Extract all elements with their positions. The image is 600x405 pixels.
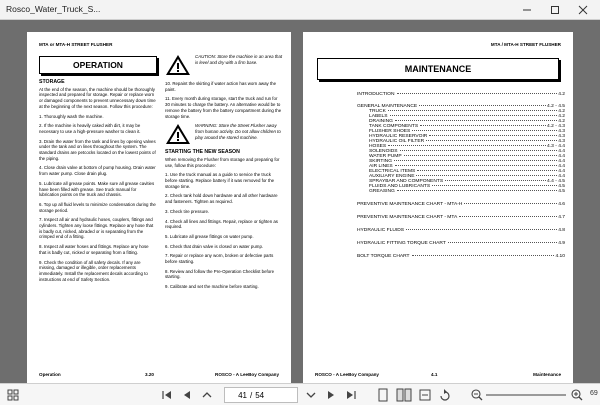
previous-page-button[interactable] bbox=[180, 387, 194, 403]
fit-page-icon bbox=[418, 387, 432, 403]
footer-page-number: 4.1 bbox=[431, 372, 438, 377]
step-paragraph: 4. Check all lines and fittings. Repair, replace or tighten as required. bbox=[165, 218, 278, 230]
step-paragraph: 1. Use the truck manual as a guide to service the truck before starting. Replace battery if it was removed for the storage time. bbox=[165, 172, 275, 189]
new-season-intro: When removing the Flusher from storage and preparing for use, follow this procedure: bbox=[165, 156, 280, 168]
step-paragraph: 10. Repaint the skirting if water action has worn away the paint. bbox=[165, 81, 277, 92]
single-page-icon bbox=[376, 387, 390, 403]
toc-label: LABELS bbox=[369, 114, 388, 119]
chevron-down-icon bbox=[304, 387, 318, 403]
toc-leader bbox=[429, 135, 557, 136]
toc-page: 4.3 bbox=[558, 134, 565, 139]
title-bar bbox=[0, 0, 600, 20]
toc-leader bbox=[417, 170, 557, 171]
minimize-button[interactable] bbox=[514, 0, 540, 20]
storage-heading: STORAGE bbox=[39, 79, 65, 85]
step-paragraph: 4. Close drain valve at bottom of pump housing. Drain water from water pump. Close drain plug. bbox=[39, 165, 156, 177]
step-paragraph: 6. Top up all fluid levels to minimize condensation during the storage period. bbox=[39, 201, 156, 213]
zoom-in-icon bbox=[570, 387, 584, 403]
step-paragraph: 9. Calibrate and set the machine before starting. bbox=[165, 284, 259, 290]
first-page-icon bbox=[160, 387, 174, 403]
storage-steps-continued bbox=[165, 81, 283, 119]
warning-notice bbox=[165, 123, 283, 145]
toc-leader bbox=[416, 175, 557, 176]
toc-label: HYDRAULIC RESERVOIR bbox=[369, 134, 428, 139]
toc-label: TANK COMPONENTS bbox=[369, 124, 419, 129]
footer-right: ROSCO - A LeeBoy Company bbox=[215, 372, 279, 377]
toc-label: PREVENTIVE MAINTENANCE CHART - MTA-H bbox=[357, 202, 463, 207]
toc-page: 4.2 - 4.5 bbox=[547, 104, 565, 109]
toc-label: SOLENOIDS bbox=[369, 149, 398, 154]
toc-leader bbox=[388, 110, 557, 111]
footer-left: Operation bbox=[39, 372, 61, 377]
toc-label: HYDRAULIC FITTING TORQUE CHART bbox=[357, 241, 446, 246]
fit-page-button[interactable] bbox=[418, 387, 432, 403]
caution-icon bbox=[165, 54, 191, 76]
table-of-contents bbox=[357, 92, 565, 259]
toc-leader bbox=[448, 242, 557, 243]
toc-label: FLUSHER SHOES bbox=[369, 129, 411, 134]
window-title: Rosco_Water_Truck_S... bbox=[6, 4, 101, 14]
toc-entry[interactable] bbox=[357, 202, 565, 207]
next-page-button[interactable] bbox=[324, 387, 338, 403]
step-paragraph: 2. If the machine is heavily caked with dirt, it may be necessary to use a high-pressure washer to clean it. bbox=[39, 123, 141, 134]
toc-page: 4.4 bbox=[558, 174, 565, 179]
toc-page: 4.4 bbox=[558, 154, 565, 159]
caution-notice bbox=[165, 54, 283, 76]
toc-label: DRAINING bbox=[369, 119, 393, 124]
toc-leader bbox=[419, 105, 546, 106]
single-page-view-button[interactable] bbox=[376, 387, 390, 403]
previous-page-icon bbox=[180, 387, 194, 403]
toc-leader bbox=[459, 216, 557, 217]
toc-page: 4.2 bbox=[558, 119, 565, 124]
toc-page: 4.5 bbox=[558, 184, 565, 189]
column-left bbox=[39, 80, 157, 286]
toc-label: HYDRAULIC OIL FILTER bbox=[369, 139, 425, 144]
rotate-button[interactable] bbox=[438, 387, 452, 403]
next-page-icon bbox=[324, 387, 338, 403]
toc-page: 4.8 bbox=[558, 228, 565, 233]
toc-page: 4.4 bbox=[558, 149, 565, 154]
step-paragraph: 11. Every month during storage, start the truck and run for 30 minutes to charge the battery. An alternative would be to remove the battery from the battery compartment during the storage time. bbox=[165, 96, 282, 119]
step-paragraph: 3. Drain the water from the tank and lines by opening valves under the tank and on lines throughout the system. The standard drains are petcocks located on the lowest points of the piping. bbox=[39, 138, 156, 161]
toc-entry[interactable] bbox=[357, 241, 565, 246]
step-paragraph: 3. Check tire pressure. bbox=[165, 208, 210, 214]
scroll-up-button[interactable] bbox=[200, 387, 214, 403]
zoom-in-button[interactable] bbox=[570, 387, 584, 403]
toc-label: INTRODUCTION bbox=[357, 92, 395, 97]
storage-intro: At the end of the season, the machine should be thoroughly inspected and prepared for storage. Repair or replace worn or damaged components to prevent unnecessary down time at the beginning of the next season. Follow this procedure: bbox=[39, 86, 156, 109]
toc-label: SKIRTING bbox=[369, 159, 393, 164]
toc-leader bbox=[404, 155, 558, 156]
section-title: OPERATION bbox=[39, 56, 157, 74]
page-separator: / bbox=[250, 390, 253, 400]
toc-leader bbox=[426, 140, 557, 141]
footer-right: Maintenance bbox=[533, 372, 561, 377]
toc-label: SPRAYBAR AND COMPONENTS bbox=[369, 179, 444, 184]
viewer-toolbar bbox=[0, 383, 600, 405]
toc-label: HOSES bbox=[369, 144, 387, 149]
toc-leader bbox=[406, 229, 557, 230]
step-paragraph: 5. Lubricate all grease points. Make sure all grease cavities have been filled with grease. See truck manual for lubrication points on the truck and chassis. bbox=[39, 180, 155, 198]
storage-steps bbox=[39, 114, 157, 283]
toc-label: FLUIDS AND LUBRICANTS bbox=[369, 184, 431, 189]
toc-leader bbox=[395, 165, 558, 166]
toc-leader bbox=[412, 130, 557, 131]
close-button[interactable] bbox=[570, 0, 596, 20]
minimize-icon bbox=[522, 5, 532, 15]
rotate-icon bbox=[438, 387, 452, 403]
page-maintenance bbox=[303, 32, 573, 383]
footer-page-number: 3.20 bbox=[145, 372, 154, 377]
grid-icon bbox=[6, 387, 20, 403]
toc-leader bbox=[397, 93, 558, 94]
grid-view-button[interactable] bbox=[6, 387, 20, 403]
toc-leader bbox=[395, 120, 557, 121]
step-paragraph: 1. Thoroughly wash the machine. bbox=[39, 113, 104, 119]
toc-label: WATER PUMP bbox=[369, 154, 402, 159]
step-paragraph: 7. Repair or replace any worn, broken or defective parts before starting. bbox=[165, 253, 274, 265]
toc-page: 4.4 bbox=[558, 169, 565, 174]
maximize-button[interactable] bbox=[542, 0, 568, 20]
toc-page: 4.2 bbox=[558, 92, 565, 97]
document-viewport[interactable] bbox=[0, 20, 600, 383]
toc-leader bbox=[397, 190, 557, 191]
double-page-view-button[interactable] bbox=[396, 387, 412, 403]
toc-page: 4.10 bbox=[555, 254, 565, 259]
column-right bbox=[165, 54, 283, 294]
toc-entry[interactable] bbox=[357, 215, 565, 220]
toc-leader bbox=[412, 255, 555, 256]
toc-entry[interactable] bbox=[357, 189, 565, 194]
step-paragraph: 8. Inspect all water hoses and fittings. Replace any hose that is badly cut, nicked or separating from a fitting. bbox=[39, 244, 149, 255]
maximize-icon bbox=[550, 5, 560, 15]
toc-leader bbox=[432, 185, 557, 186]
running-head: MTA or MTA-H STREET FLUSHER bbox=[39, 42, 113, 47]
caution-text: CAUTION: Store the machine in an area that is level and dry with a firm base. bbox=[195, 54, 283, 65]
zoom-out-button[interactable] bbox=[470, 387, 484, 403]
toc-entry[interactable] bbox=[357, 254, 565, 259]
double-page-icon bbox=[396, 387, 412, 403]
toc-page: 4.3 - 4.4 bbox=[547, 144, 565, 149]
step-paragraph: 2. Check tank hold down hardware and all other hardware and fasteners. Tighten as required. bbox=[165, 193, 278, 205]
toc-page: 4.2 - 4.3 bbox=[547, 124, 565, 129]
toc-label: TRUCK bbox=[369, 109, 386, 114]
toc-page: 4.2 bbox=[558, 109, 565, 114]
toc-leader bbox=[390, 115, 558, 116]
toc-page: 4.4 bbox=[558, 164, 565, 169]
scroll-down-button[interactable] bbox=[304, 387, 318, 403]
toc-leader bbox=[445, 180, 546, 181]
close-icon bbox=[578, 5, 588, 15]
toc-page: 4.2 bbox=[558, 114, 565, 119]
toc-page: 4.3 bbox=[558, 139, 565, 144]
warning-text: WARNING: Store the Street Flusher away from human activity. Do not allow children to play around the stored machine. bbox=[195, 123, 281, 140]
new-season-steps bbox=[165, 172, 283, 290]
toc-label: GENERAL MAINTENANCE bbox=[357, 104, 418, 109]
toc-page: 4.6 bbox=[558, 202, 565, 207]
step-paragraph: 6. Check that drain valve is closed on water pump. bbox=[165, 243, 264, 249]
toc-entry[interactable] bbox=[357, 92, 565, 97]
zoom-level: 69 bbox=[590, 390, 598, 397]
first-page-button[interactable] bbox=[160, 387, 174, 403]
toc-label: GREASING bbox=[369, 189, 395, 194]
toc-leader bbox=[420, 125, 546, 126]
toc-page: 4.3 bbox=[558, 129, 565, 134]
toc-page: 4.9 bbox=[558, 241, 565, 246]
toc-page: 4.4 bbox=[558, 159, 565, 164]
toc-leader bbox=[388, 145, 546, 146]
page-operation bbox=[27, 32, 291, 383]
warning-icon bbox=[165, 123, 191, 145]
page-indicator[interactable] bbox=[224, 387, 298, 403]
toc-leader bbox=[464, 203, 557, 204]
toc-label: ELECTRICAL ITEMS bbox=[369, 169, 416, 174]
step-paragraph: 7. Inspect all air and hydraulic hoses, couplers, fittings and cylinders. Tighten any loose fittings. Replace any hose that is badly cut, nicked, abraded or is separating from the crimped end of a fitting. bbox=[39, 217, 154, 240]
step-paragraph: 8. Review and follow the Pre-Operation Checklist before starting. bbox=[165, 268, 275, 280]
toc-leader bbox=[394, 160, 557, 161]
section-title: MAINTENANCE bbox=[317, 58, 559, 80]
last-page-icon bbox=[344, 387, 358, 403]
new-season-heading: STARTING THE NEW SEASON bbox=[165, 149, 240, 156]
toc-label: HYDRAULIC FLUIDS bbox=[357, 228, 405, 233]
total-pages: 54 bbox=[255, 390, 265, 400]
toc-label: BOLT TORQUE CHART bbox=[357, 254, 410, 259]
chevron-up-icon bbox=[200, 387, 214, 403]
step-paragraph: 9. Check the condition of all safety decals. If any are missing, damaged or illegible, order replacements immediately. Install the replacement decals according to instructions at end of Safety Section. bbox=[39, 259, 148, 282]
toc-leader bbox=[400, 150, 558, 151]
current-page[interactable]: 41 bbox=[238, 390, 247, 400]
zoom-slider-track[interactable] bbox=[486, 394, 566, 396]
last-page-button[interactable] bbox=[344, 387, 358, 403]
zoom-out-icon bbox=[470, 387, 484, 403]
footer-left: ROSCO - A LeeBoy Company bbox=[315, 372, 379, 377]
running-head: MTA / MTA-H STREET FLUSHER bbox=[490, 42, 561, 47]
toc-page: 4.7 bbox=[558, 215, 565, 220]
toc-label: AUXILIARY ENGINE bbox=[369, 174, 415, 179]
toc-label: AIR LINES bbox=[369, 164, 393, 169]
step-paragraph: 5. Lubricate all grease fittings on water pump. bbox=[165, 233, 254, 239]
toc-page: 4.5 bbox=[558, 189, 565, 194]
toc-label: PREVENTIVE MAINTENANCE CHART - MTA bbox=[357, 215, 458, 220]
toc-entry[interactable] bbox=[357, 228, 565, 233]
toc-page: 4.4 - 4.5 bbox=[547, 179, 565, 184]
